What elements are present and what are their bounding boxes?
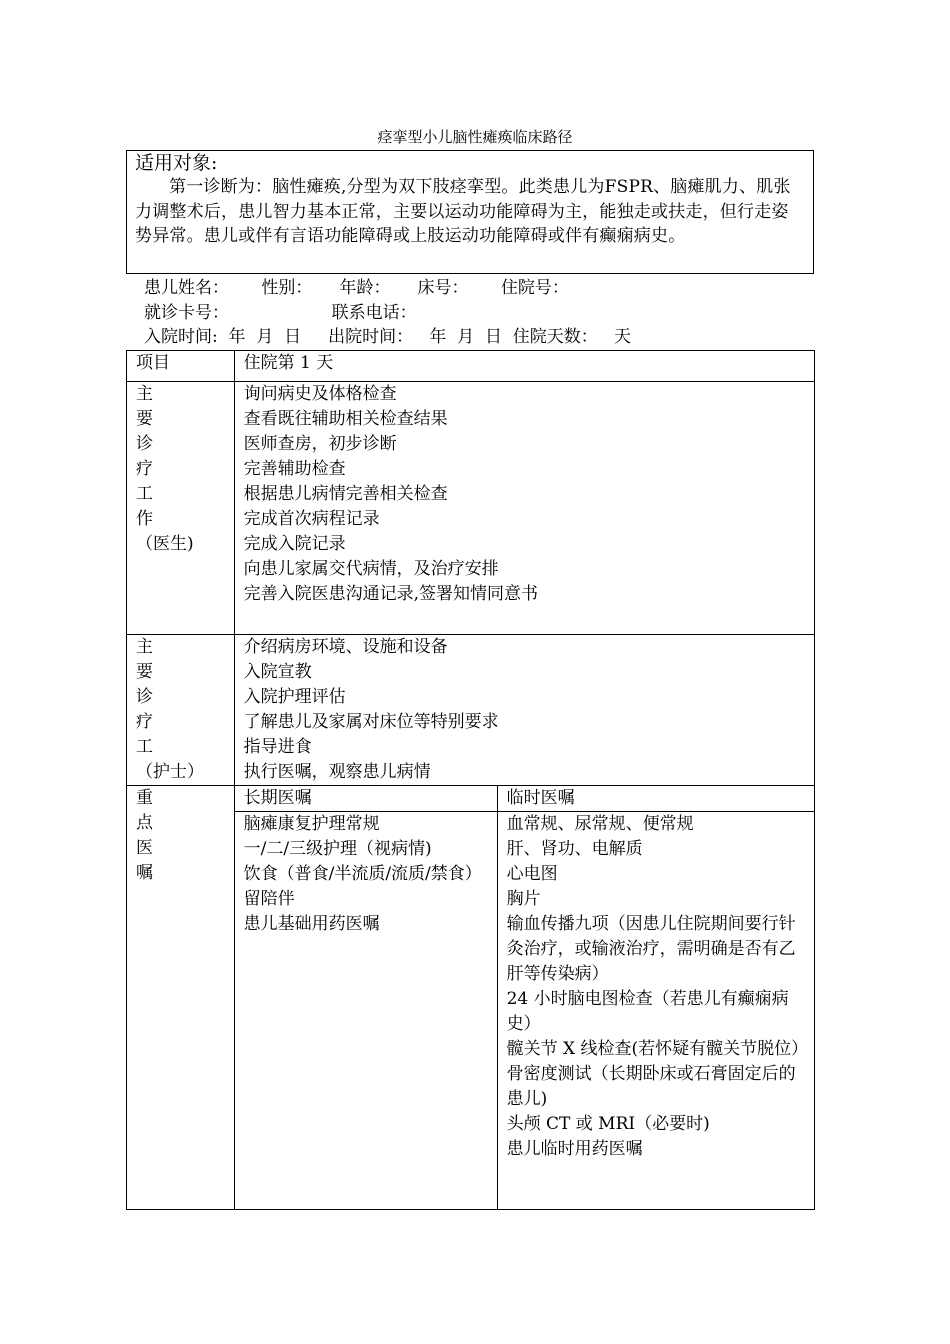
header-day-cell: 住院第 1 天 xyxy=(234,351,814,382)
list-item: 根据患儿病情完善相关检查 xyxy=(243,484,448,504)
label-char: 要 xyxy=(136,662,153,682)
nurse-label-cell xyxy=(127,635,235,786)
long-term-orders-cell xyxy=(234,812,497,1210)
label-char: 点 xyxy=(136,813,153,833)
list-item: 肝、肾功、电解质 xyxy=(506,839,643,859)
label-char: 重 xyxy=(136,788,153,808)
patient-info-line-3: 入院时间: 年 月 日 出院时间： 年 月 日 住院天数： 天 xyxy=(144,327,632,347)
label-char: 工 xyxy=(136,737,153,757)
list-item: 血常规、尿常规、便常规 xyxy=(506,814,694,834)
label-char: 作 xyxy=(136,509,153,529)
list-item: 饮食（普食/半流质/流质/禁食） xyxy=(243,864,482,884)
label-char: （护士） xyxy=(136,762,204,782)
scope-box xyxy=(126,150,814,274)
list-item: 完成首次病程记录 xyxy=(243,509,380,529)
label-char: 主 xyxy=(136,637,153,657)
orders-label-cell xyxy=(127,786,235,1210)
label-char: 医 xyxy=(136,838,153,858)
patient-info-line-1: 患儿姓名： 性别： 年龄： 床号： 住院号： xyxy=(144,278,569,298)
list-item: 胸片 xyxy=(506,889,541,909)
list-item: 询问病史及体格检查 xyxy=(243,384,397,404)
doctor-label-cell xyxy=(127,382,235,635)
temporary-header: 临时医嘱 xyxy=(497,786,814,812)
patient-info-line-2: 就诊卡号： 联系电话： xyxy=(144,303,417,323)
list-item: 执行医嘱，观察患儿病情 xyxy=(243,762,431,782)
list-item: 完善入院医患沟通记录,签署知情同意书 xyxy=(243,584,538,604)
list-item: 骨密度测试（长期卧床或石膏固定后的患儿) xyxy=(506,1064,796,1109)
nurse-tasks-cell xyxy=(234,635,814,786)
list-item: 向患儿家属交代病情，及治疗安排 xyxy=(243,559,499,579)
list-item: 患儿临时用药医嘱 xyxy=(506,1139,643,1159)
label-char: （医生) xyxy=(136,534,194,554)
list-item: 了解患儿及家属对床位等特别要求 xyxy=(243,712,499,732)
temporary-orders-cell xyxy=(497,812,814,1210)
label-char: 诊 xyxy=(136,687,153,707)
orders-header-row xyxy=(127,786,815,812)
list-item: 指导进食 xyxy=(243,737,312,757)
list-item: 24 小时脑电图检查（若患儿有癫痫病史） xyxy=(506,989,789,1034)
table-header-row xyxy=(127,351,815,382)
doctor-row xyxy=(127,382,815,635)
clinical-pathway-table xyxy=(126,350,815,1210)
list-item: 留陪伴 xyxy=(243,889,295,909)
list-item: 医师查房，初步诊断 xyxy=(243,434,397,454)
label-char: 诊 xyxy=(136,434,153,454)
label-char: 要 xyxy=(136,409,153,429)
list-item: 入院宣教 xyxy=(243,662,312,682)
list-item: 髋关节 X 线检查(若怀疑有髋关节脱位） xyxy=(506,1039,809,1059)
list-item: 查看既往辅助相关检查结果 xyxy=(243,409,448,429)
list-item: 患儿基础用药医嘱 xyxy=(243,914,380,934)
doctor-tasks-cell xyxy=(234,382,814,635)
list-item: 头颅 CT 或 MRI（必要时) xyxy=(506,1114,710,1134)
header-item-cell: 项目 xyxy=(127,351,235,382)
label-char: 嘱 xyxy=(136,863,153,883)
list-item: 心电图 xyxy=(506,864,558,884)
scope-text: 第一诊断为：脑性瘫痪,分型为双下肢痉挛型。此类患儿为FSPR、脑瘫肌力、肌张力调整术后，患儿智力基本正常，主要以运动功能障碍为主，能独走或扶走，但行走姿势异常。患儿或伴有言语功能障碍或上肢运动功能障碍或伴有癫痫病史。 xyxy=(135,177,791,246)
label-char: 疗 xyxy=(136,712,153,732)
label-char: 疗 xyxy=(136,459,153,479)
long-term-header: 长期医嘱 xyxy=(234,786,497,812)
list-item: 脑瘫康复护理常规 xyxy=(243,814,380,834)
list-item: 完成入院记录 xyxy=(243,534,346,554)
list-item: 输血传播九项（因患儿住院期间要行针灸治疗，或输液治疗，需明确是否有乙肝等传染病） xyxy=(506,914,796,984)
list-item: 入院护理评估 xyxy=(243,687,346,707)
list-item: 介绍病房环境、设施和设备 xyxy=(243,637,448,657)
scope-heading: 适用对象: xyxy=(135,152,218,174)
list-item: 一/二/三级护理（视病情) xyxy=(243,839,432,859)
page-title: 痉挛型小儿脑性瘫痪临床路径 xyxy=(377,128,573,146)
nurse-row xyxy=(127,635,815,786)
label-char: 主 xyxy=(136,384,153,404)
label-char: 工 xyxy=(136,484,153,504)
list-item: 完善辅助检查 xyxy=(243,459,346,479)
